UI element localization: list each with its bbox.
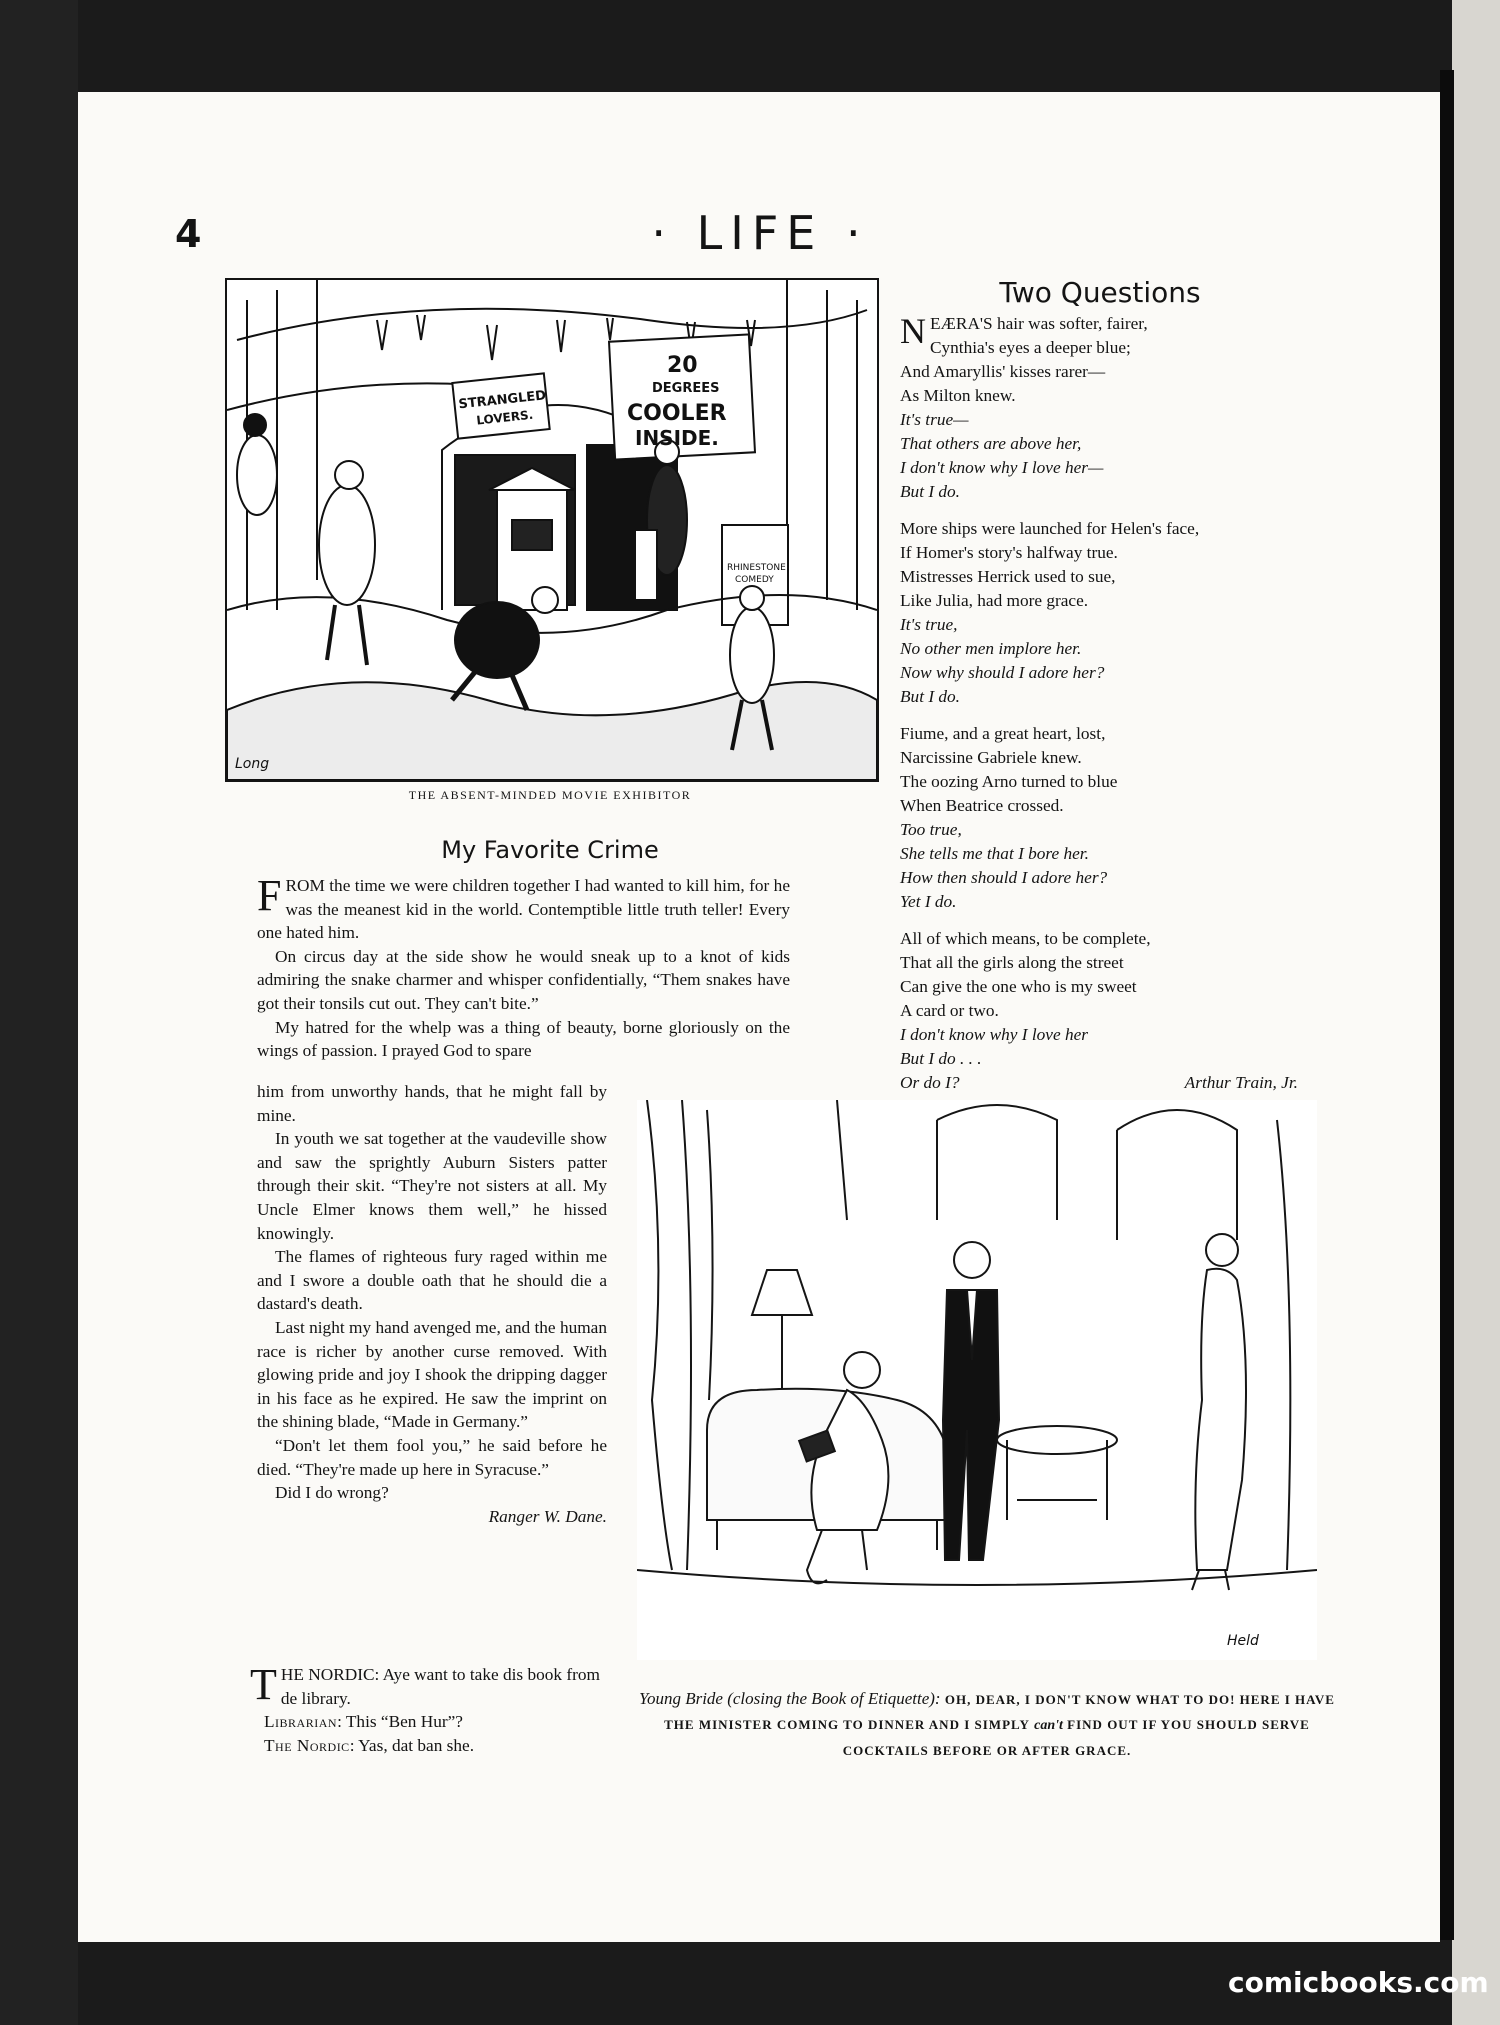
- sign-cooler: COOLER: [627, 401, 727, 426]
- nordic-line-2-text: : This “Ben Hur”?: [337, 1712, 463, 1732]
- poem-title: Two Questions: [999, 276, 1201, 309]
- poem-stanza-2: [900, 517, 1310, 709]
- poem-refrain-line: I don't know why I love her—: [900, 458, 1104, 477]
- sign-lovers: LOVERS.: [475, 407, 534, 428]
- crime-paragraph-2: On circus day at the side show he would sneak up to a knot of kids admiring the snake charmer and whisper confidentially, “Them snakes have got their tonsils cut out. They can't bite.”: [257, 946, 790, 1013]
- poem-two-questions: [900, 312, 1310, 1108]
- poem-line: The oozing Arno turned to blue: [900, 772, 1118, 791]
- sign-degrees: DEGREES: [652, 381, 720, 396]
- poem-line: All of which means, to be complete,: [900, 929, 1151, 948]
- poem-line: Like Julia, had more grace.: [900, 591, 1089, 610]
- young-bride-illustration: [637, 1100, 1317, 1660]
- poem-line: Narcissine Gabriele knew.: [900, 748, 1082, 767]
- nordic-line-3-text: : Yas, dat ban she.: [349, 1735, 475, 1755]
- poem-line: And Amaryllis' kisses rarer—: [900, 362, 1106, 381]
- nordic-speaker-nordic: The Nordic: [264, 1735, 350, 1755]
- crime-story-body-wide: [257, 871, 790, 1063]
- artist-signature-held: Held: [1227, 1633, 1259, 1649]
- poster-comedy: COMEDY: [735, 575, 774, 585]
- bride-caption-emphasis: can't: [1034, 1718, 1063, 1733]
- poem-refrain-line: It's true—: [900, 410, 969, 429]
- crime-paragraph-8: Did I do wrong?: [275, 1483, 389, 1503]
- poem-line: Cynthia's eyes a deeper blue;: [930, 338, 1131, 357]
- crime-paragraph-1-text: ROM the time we were children together I had wanted to kill him, for he was the meanest kid in the world. Contemptible little truth teller! Every one hated him.: [257, 876, 790, 943]
- poem-refrain-line: I don't know why I love her: [900, 1025, 1088, 1044]
- poem-author: Arthur Train, Jr.: [1184, 1073, 1298, 1092]
- young-bride-caption: [637, 1686, 1337, 1763]
- bride-caption-text-1: OH, DEAR, I DON'T KNOW WHAT TO DO! HERE I HAVE THE MINISTER COMING TO DINNER AND I SIMPLY: [664, 1692, 1335, 1732]
- masthead-title: · LIFE ·: [651, 206, 869, 260]
- poem-line: When Beatrice crossed.: [900, 796, 1064, 815]
- poem-stanza-4: [900, 927, 1310, 1095]
- poster-rhinestone: RHINESTONE: [727, 563, 786, 573]
- crime-paragraph-3: My hatred for the whelp was a thing of beauty, borne gloriously on the wings of passion. I prayed God to spare: [257, 1017, 790, 1061]
- nordic-line-2: [250, 1710, 610, 1734]
- bride-caption-text-2: FIND OUT IF YOU SHOULD SERVE COCKTAILS BEFORE OR AFTER GRACE.: [842, 1717, 1310, 1758]
- crime-paragraph-3-continued: him from unworthy hands, that he might fall by mine.: [257, 1082, 607, 1125]
- poem-last-line: [900, 1071, 1310, 1095]
- bride-caption-speaker: Young Bride (closing the Book of Etiquette):: [639, 1689, 941, 1708]
- movie-exhibitor-cartoon: [225, 278, 879, 782]
- crime-author: Ranger W. Dane.: [488, 1506, 607, 1526]
- poem-refrain-line: Too true,: [900, 820, 962, 839]
- poem-line: Mistresses Herrick used to sue,: [900, 567, 1116, 586]
- page-number: 4: [175, 212, 202, 256]
- movie-exhibitor-caption: THE ABSENT-MINDED MOVIE EXHIBITOR: [408, 788, 692, 802]
- poem-refrain-line: But I do . . .: [900, 1049, 982, 1068]
- poem-refrain-line: But I do.: [900, 687, 960, 706]
- poem-refrain-line: How then should I adore her?: [900, 868, 1108, 887]
- poem-line: More ships were launched for Helen's face,: [900, 519, 1200, 538]
- poem-line: A card or two.: [900, 1001, 999, 1020]
- poem-refrain-line: She tells me that I bore her.: [900, 844, 1089, 863]
- nordic-dropcap: T: [250, 1660, 277, 1709]
- crime-story-body-narrow: [257, 1080, 607, 1528]
- poem-stanza-3: [900, 722, 1310, 914]
- poem-line: That all the girls along the street: [900, 953, 1124, 972]
- poem-refrain-line: No other men implore her.: [900, 639, 1082, 658]
- sign-inside: INSIDE.: [635, 426, 719, 450]
- scan-left-edge: [0, 0, 78, 2025]
- crime-paragraph-6: Last night my hand avenged me, and the human race is richer by another curse removed. With glowing pride and joy I shook the dripping dagger in his face as he expired. He saw the imprint on the shining blade, “Made in Germany.”: [257, 1317, 607, 1432]
- scan-right-edge: [1452, 0, 1500, 2025]
- poem-dropcap: N: [900, 311, 926, 351]
- poem-stanza-1: [900, 312, 1310, 504]
- crime-paragraph-7: “Don't let them fool you,” he said before he died. “They're made up here in Syracuse.”: [257, 1435, 607, 1479]
- crime-dropcap: F: [257, 871, 282, 920]
- sign-strangled-lovers: STRANGLED: [457, 388, 547, 413]
- poem-refrain-line: It's true,: [900, 615, 958, 634]
- poem-refrain-line: But I do.: [900, 482, 960, 501]
- movie-exhibitor-illustration: [227, 280, 877, 780]
- crime-paragraph-5: The flames of righteous fury raged within me and I swore a double oath that he should die a dastard's death.: [257, 1247, 607, 1314]
- poem-refrain-line: That others are above her,: [900, 434, 1082, 453]
- site-watermark: comicbooks.com: [1228, 1966, 1489, 1999]
- nordic-joke: [250, 1660, 610, 1757]
- nordic-line-1-text: HE NORDIC: Aye want to take dis book from de library.: [280, 1665, 600, 1708]
- poem-line: Can give the one who is my sweet: [900, 977, 1137, 996]
- poem-refrain-line: Now why should I adore her?: [900, 663, 1105, 682]
- sign-twenty: 20: [667, 353, 698, 378]
- nordic-speaker-librarian: Librarian: [264, 1712, 338, 1732]
- scan-gutter-shadow: [1440, 70, 1454, 1940]
- poem-refrain-line: Yet I do.: [900, 892, 957, 911]
- artist-signature-long: Long: [235, 756, 270, 772]
- crime-paragraph-4: In youth we sat together at the vaudeville show and saw the sprightly Auburn Sisters patter through their skit. “They're not sisters at all. My Uncle Elmer knows them well,” he hissed knowingly.: [257, 1129, 607, 1243]
- crime-story-title: My Favorite Crime: [441, 836, 659, 864]
- poem-refrain-line: Or do I?: [900, 1073, 960, 1092]
- nordic-line-1: [250, 1660, 610, 1710]
- nordic-line-3: [250, 1734, 610, 1758]
- poem-line: Fiume, and a great heart, lost,: [900, 724, 1106, 743]
- crime-paragraph-1: [257, 871, 790, 945]
- poem-line: If Homer's story's halfway true.: [900, 543, 1118, 562]
- poem-line: As Milton knew.: [900, 386, 1016, 405]
- young-bride-cartoon: [637, 1100, 1317, 1660]
- poem-line-text: EÆRA'S hair was softer, fairer,: [930, 314, 1148, 333]
